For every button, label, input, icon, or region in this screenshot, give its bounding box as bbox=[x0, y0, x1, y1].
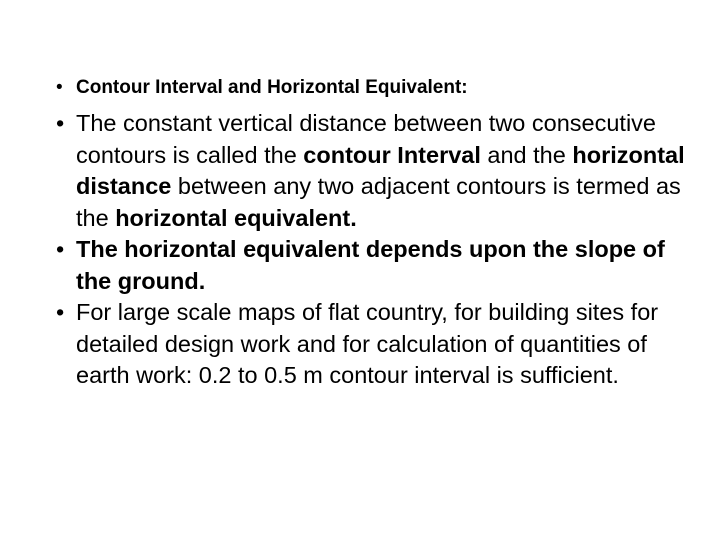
bullet-icon: • bbox=[56, 299, 65, 325]
section-heading bbox=[56, 76, 676, 100]
list-item bbox=[56, 108, 686, 234]
bold-term: The horizontal equivalent depends upon the slope of the ground. bbox=[76, 236, 665, 294]
list-item-text bbox=[76, 297, 686, 392]
bullet-icon: • bbox=[56, 236, 65, 262]
list-item-text bbox=[76, 234, 686, 297]
bold-term: contour Interval bbox=[303, 141, 481, 168]
text-segment: For large scale maps of flat country, for building sites for detailed design work and for calculation of quantities of earth work: 0.2 to 0.5 m contour interval is sufficient. bbox=[76, 299, 659, 388]
bullet-icon: • bbox=[56, 110, 65, 136]
bullet-list bbox=[56, 108, 686, 392]
bullet-icon: • bbox=[56, 77, 63, 98]
text-segment: between any two adjacent contours is termed as the bbox=[76, 173, 681, 231]
section-heading-text: Contour Interval and Horizontal Equivalent: bbox=[76, 77, 468, 98]
text-segment: The constant vertical distance between two consecutive contours is called the bbox=[76, 110, 656, 168]
bold-term: horizontal distance bbox=[76, 141, 685, 199]
text-segment: and the bbox=[480, 141, 573, 168]
list-item-text bbox=[76, 108, 686, 234]
list-item bbox=[56, 234, 686, 297]
list-item bbox=[56, 297, 686, 392]
bold-term: horizontal equivalent. bbox=[115, 204, 357, 231]
